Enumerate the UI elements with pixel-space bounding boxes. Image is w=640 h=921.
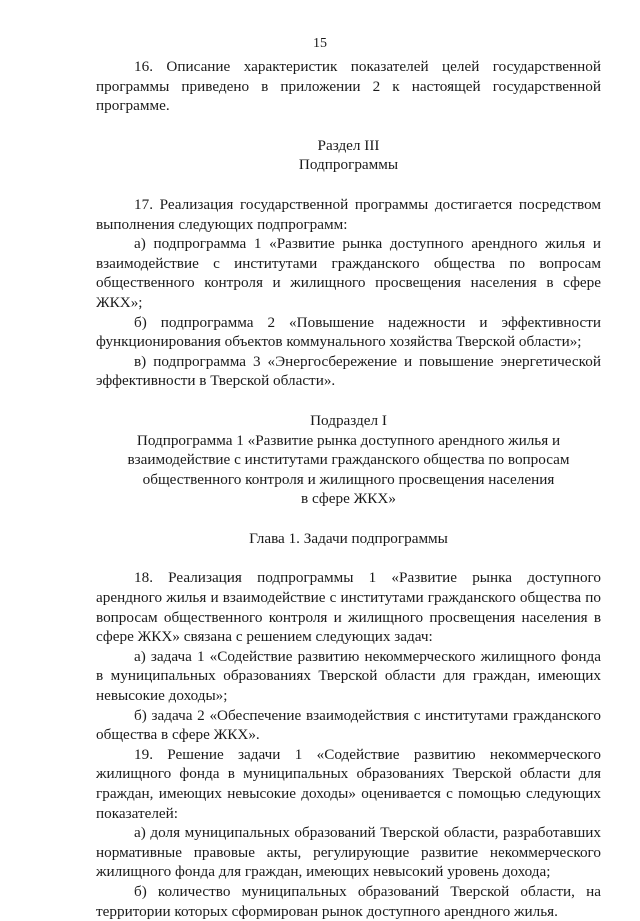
subprogram-name-line-4: в сфере ЖКХ»: [301, 490, 396, 508]
section-subtitle: Подпрограммы: [298, 156, 399, 174]
paragraph-18-item-b: б) задача 2 «Обеспечение взаимодействия с институтами гражданского общества в сфере ЖКХ».: [96, 706, 601, 744]
paragraph-19-item-b: б) количество муниципальных образований Тверской области, на территории которых сформирован рынок доступного арендного жилья.: [96, 882, 601, 920]
paragraph-18-item-a: а) задача 1 «Содействие развитию некоммерческого жилищного фонда в муниципальных образованиях Тверской области для граждан, имеющих невысокие доходы»;: [96, 647, 601, 705]
paragraph-19-item-a: а) доля муниципальных образований Тверской области, разработавших нормативные правовые акты, регулирующие развитие некоммерческого жилищного фонда для граждан, имеющих невысокий уровень дохода;: [96, 824, 601, 881]
subprogram-name-line-2: взаимодействие с институтами гражданского общества по вопросам: [127, 451, 570, 469]
paragraph-17: 17. Реализация государственной программы достигается посредством выполнения следующих подпрограмм:: [96, 195, 601, 233]
subprogram-name-line-1: Подпрограмма 1 «Развитие рынка доступного арендного жилья и: [136, 431, 561, 449]
paragraph-18: 18. Реализация подпрограммы 1 «Развитие рынка доступного арендного жилья и взаимодействие с институтами гражданского общества по вопросам общественного контроля и жилищного просвещения населения в сфере ЖКХ» связана с решением следующих задач:: [96, 569, 601, 646]
paragraph-17-item-a: а) подпрограмма 1 «Развитие рынка доступного арендного жилья и взаимодействие с институтами гражданского общества по вопросам общественного контроля и жилищного просвещения населения в сфере ЖКХ»;: [96, 235, 601, 311]
page-number: 15: [313, 36, 327, 51]
chapter-title: Глава 1. Задачи подпрограммы: [249, 529, 448, 547]
subprogram-name-line-3: общественного контроля и жилищного просвещения населения: [142, 470, 555, 488]
paragraph-19: 19. Решение задачи 1 «Содействие развитию некоммерческого жилищного фонда в муниципальных образованиях Тверской области для граждан, имеющих невысокие доходы» оценивается с помощью следующих показателей:: [96, 745, 601, 822]
section-title: Раздел III: [317, 136, 380, 154]
paragraph-17-item-b: б) подпрограмма 2 «Повышение надежности и эффективности функционирования объектов коммунального хозяйства Тверской области»;: [96, 313, 601, 351]
document-body: [96, 57, 601, 921]
subsection-title: Подраздел I: [310, 411, 387, 429]
paragraph-17-item-c: в) подпрограмма 3 «Энергосбережение и повышение энергетической эффективности в Тверской области».: [96, 352, 601, 390]
paragraph-16: 16. Описание характеристик показателей целей государственной программы приведено в приложении 2 к настоящей государственной программе.: [96, 58, 601, 115]
